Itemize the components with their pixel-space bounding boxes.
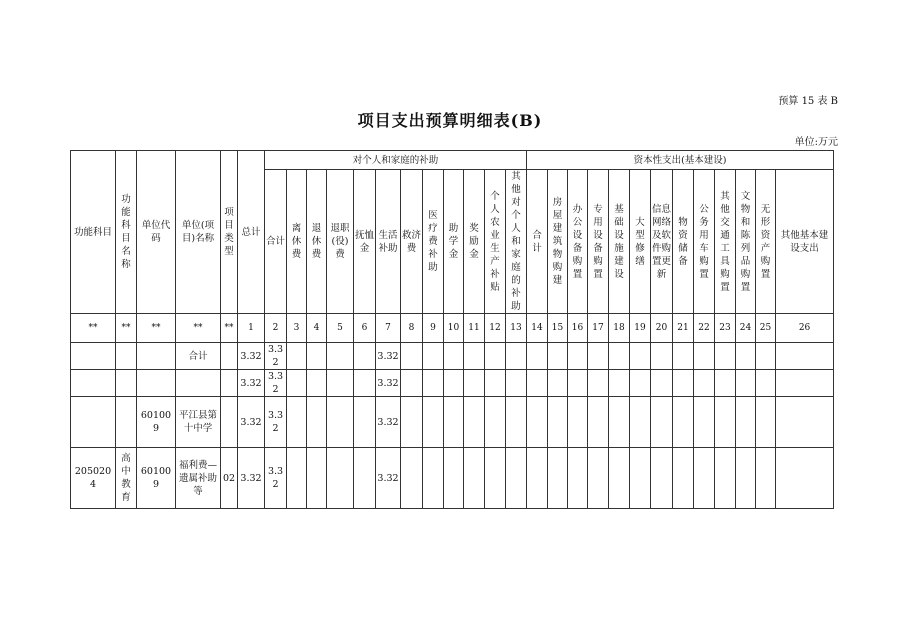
empty-cell (694, 370, 715, 397)
personal-total-cell: 3.32 (265, 448, 287, 509)
index-cell: 4 (307, 314, 327, 343)
page-title: 项目支出预算明细表(B) (357, 111, 543, 130)
empty-cell (287, 370, 307, 397)
index-cell: ** (137, 314, 176, 343)
function-name-cell (116, 370, 137, 397)
total-cell: 3.32 (238, 397, 265, 448)
index-cell: 8 (401, 314, 423, 343)
header-capital-col: 大型修缮 (630, 170, 651, 314)
empty-cell (694, 343, 715, 370)
empty-cell (651, 448, 673, 509)
header-personal-col: 奖励金 (464, 170, 485, 314)
index-cell: ** (176, 314, 221, 343)
empty-cell (736, 370, 756, 397)
empty-cell (464, 343, 485, 370)
unit-label: 单位:万元 (794, 137, 838, 148)
empty-cell (673, 343, 694, 370)
header-capital-col: 信息网络及软件购置更新 (651, 170, 673, 314)
header-capital-col: 物资储备 (673, 170, 694, 314)
index-cell: 14 (527, 314, 548, 343)
empty-cell (609, 370, 630, 397)
header-personal-col: 离休费 (287, 170, 307, 314)
personal-total-cell: 3.32 (265, 397, 287, 448)
empty-cell (506, 448, 527, 509)
personal-total-cell: 3.32 (265, 370, 287, 397)
group-header-capital: 资本性支出(基本建设) (527, 151, 834, 170)
empty-cell (307, 448, 327, 509)
empty-cell (609, 343, 630, 370)
header-personal-col: 退职(役)费 (327, 170, 354, 314)
empty-cell (568, 343, 588, 370)
index-cell: 21 (673, 314, 694, 343)
form-number-label: 预算 15 表 B (778, 96, 838, 107)
table-row (71, 343, 834, 370)
empty-cell (630, 397, 651, 448)
index-cell: 12 (485, 314, 506, 343)
empty-cell (715, 343, 736, 370)
empty-cell (527, 397, 548, 448)
empty-cell (287, 343, 307, 370)
index-cell: 18 (609, 314, 630, 343)
empty-cell (651, 397, 673, 448)
total-cell: 3.32 (238, 448, 265, 509)
empty-cell (776, 448, 834, 509)
empty-cell (568, 370, 588, 397)
index-cell: ** (116, 314, 137, 343)
total-cell: 3.32 (238, 343, 265, 370)
index-cell: 9 (423, 314, 444, 343)
group-header-personal: 对个人和家庭的补助 (265, 151, 527, 170)
header-capital-col: 其他交通工具购置 (715, 170, 736, 314)
empty-cell (287, 397, 307, 448)
unit-code-cell (137, 343, 176, 370)
empty-cell (327, 448, 354, 509)
empty-cell (694, 448, 715, 509)
empty-cell (307, 343, 327, 370)
index-cell: 7 (376, 314, 401, 343)
unit-name-cell: 合计 (176, 343, 221, 370)
header-function-code: 功能科目 (71, 151, 116, 314)
empty-cell (401, 448, 423, 509)
index-cell: 23 (715, 314, 736, 343)
empty-cell (568, 448, 588, 509)
header-capital-col: 文物和陈列品购置 (736, 170, 756, 314)
header-personal-col: 其他对个人和家庭的补助 (506, 170, 527, 314)
empty-cell (485, 448, 506, 509)
empty-cell (673, 397, 694, 448)
project-type-cell: 02 (221, 448, 238, 509)
header-personal-col: 退休费 (307, 170, 327, 314)
empty-cell (736, 343, 756, 370)
index-cell: 6 (354, 314, 376, 343)
personal-total-cell: 3.32 (265, 343, 287, 370)
index-cell: 19 (630, 314, 651, 343)
header-personal-col: 救济费 (401, 170, 423, 314)
header-personal-col: 医疗费补助 (423, 170, 444, 314)
header-personal-col: 生活补助 (376, 170, 401, 314)
empty-cell (609, 448, 630, 509)
empty-cell (401, 397, 423, 448)
empty-cell (715, 370, 736, 397)
empty-cell (651, 370, 673, 397)
budget-table (70, 150, 834, 509)
index-cell: 24 (736, 314, 756, 343)
living-subsidy-cell: 3.32 (376, 448, 401, 509)
empty-cell (506, 370, 527, 397)
empty-cell (715, 397, 736, 448)
function-code-cell (71, 370, 116, 397)
index-cell: 5 (327, 314, 354, 343)
empty-cell (464, 448, 485, 509)
living-subsidy-cell: 3.32 (376, 397, 401, 448)
index-cell: 20 (651, 314, 673, 343)
header-capital-col: 公务用车购置 (694, 170, 715, 314)
header-capital-col: 其他基本建设支出 (776, 170, 834, 314)
empty-cell (756, 397, 776, 448)
empty-cell (464, 370, 485, 397)
empty-cell (715, 448, 736, 509)
empty-cell (327, 397, 354, 448)
empty-cell (354, 397, 376, 448)
header-capital-col: 专用设备购置 (588, 170, 609, 314)
header-personal-col: 合计 (265, 170, 287, 314)
empty-cell (485, 397, 506, 448)
empty-cell (401, 343, 423, 370)
empty-cell (423, 397, 444, 448)
empty-cell (354, 343, 376, 370)
empty-cell (651, 343, 673, 370)
index-cell: 15 (548, 314, 568, 343)
total-cell: 3.32 (238, 370, 265, 397)
project-type-cell (221, 370, 238, 397)
empty-cell (287, 448, 307, 509)
empty-cell (568, 397, 588, 448)
header-unit-name: 单位(项目)名称 (176, 151, 221, 314)
empty-cell (485, 343, 506, 370)
living-subsidy-cell: 3.32 (376, 343, 401, 370)
empty-cell (588, 397, 609, 448)
header-capital-col: 合计 (527, 170, 548, 314)
empty-cell (423, 343, 444, 370)
header-unit-code: 单位代码 (137, 151, 176, 314)
empty-cell (673, 448, 694, 509)
empty-cell (506, 397, 527, 448)
empty-cell (354, 448, 376, 509)
index-cell: 3 (287, 314, 307, 343)
empty-cell (485, 370, 506, 397)
index-cell: 26 (776, 314, 834, 343)
empty-cell (527, 370, 548, 397)
index-cell: 1 (238, 314, 265, 343)
empty-cell (464, 397, 485, 448)
index-cell: 11 (464, 314, 485, 343)
index-cell: 17 (588, 314, 609, 343)
empty-cell (327, 343, 354, 370)
empty-cell (694, 397, 715, 448)
empty-cell (588, 343, 609, 370)
empty-cell (444, 370, 464, 397)
empty-cell (630, 343, 651, 370)
index-cell: 2 (265, 314, 287, 343)
project-type-cell (221, 343, 238, 370)
index-cell: 25 (756, 314, 776, 343)
empty-cell (548, 397, 568, 448)
empty-cell (354, 370, 376, 397)
header-capital-col: 基础设施建设 (609, 170, 630, 314)
empty-cell (776, 397, 834, 448)
header-grand-total: 总计 (238, 151, 265, 314)
header-capital-col: 无形资产购置 (756, 170, 776, 314)
empty-cell (588, 370, 609, 397)
table-row (71, 397, 834, 448)
unit-code-cell (137, 370, 176, 397)
header-capital-col: 办公设备购置 (568, 170, 588, 314)
header-personal-col: 助学金 (444, 170, 464, 314)
empty-cell (756, 343, 776, 370)
living-subsidy-cell: 3.32 (376, 370, 401, 397)
empty-cell (444, 448, 464, 509)
project-type-cell (221, 397, 238, 448)
index-cell: 10 (444, 314, 464, 343)
header-project-type: 项目类型 (221, 151, 238, 314)
function-code-cell: 2050204 (71, 448, 116, 509)
empty-cell (673, 370, 694, 397)
header-capital-col: 房屋建筑物购建 (548, 170, 568, 314)
function-name-cell (116, 343, 137, 370)
unit-name-cell: 平江县第十中学 (176, 397, 221, 448)
empty-cell (548, 343, 568, 370)
index-cell: 13 (506, 314, 527, 343)
empty-cell (506, 343, 527, 370)
empty-cell (736, 397, 756, 448)
index-row (71, 314, 834, 343)
unit-name-cell (176, 370, 221, 397)
index-cell: 22 (694, 314, 715, 343)
function-code-cell (71, 343, 116, 370)
empty-cell (444, 343, 464, 370)
empty-cell (736, 448, 756, 509)
empty-cell (307, 370, 327, 397)
function-name-cell: 高中教育 (116, 448, 137, 509)
empty-cell (527, 343, 548, 370)
empty-cell (423, 448, 444, 509)
table-row (71, 370, 834, 397)
index-cell: 16 (568, 314, 588, 343)
header-personal-col: 个人农业生产补贴 (485, 170, 506, 314)
empty-cell (527, 448, 548, 509)
function-name-cell (116, 397, 137, 448)
index-cell: ** (71, 314, 116, 343)
empty-cell (423, 370, 444, 397)
function-code-cell (71, 397, 116, 448)
empty-cell (444, 397, 464, 448)
empty-cell (401, 370, 423, 397)
empty-cell (307, 397, 327, 448)
unit-name-cell: 福利费—遗属补助等 (176, 448, 221, 509)
header-function-name: 功能科目名称 (116, 151, 137, 314)
empty-cell (776, 370, 834, 397)
empty-cell (548, 370, 568, 397)
empty-cell (630, 370, 651, 397)
empty-cell (327, 370, 354, 397)
empty-cell (588, 448, 609, 509)
empty-cell (609, 397, 630, 448)
unit-code-cell: 601009 (137, 397, 176, 448)
empty-cell (548, 448, 568, 509)
table-row (71, 448, 834, 509)
empty-cell (630, 448, 651, 509)
header-personal-col: 抚恤金 (354, 170, 376, 314)
index-cell: ** (221, 314, 238, 343)
unit-code-cell: 601009 (137, 448, 176, 509)
empty-cell (756, 448, 776, 509)
empty-cell (776, 343, 834, 370)
empty-cell (756, 370, 776, 397)
